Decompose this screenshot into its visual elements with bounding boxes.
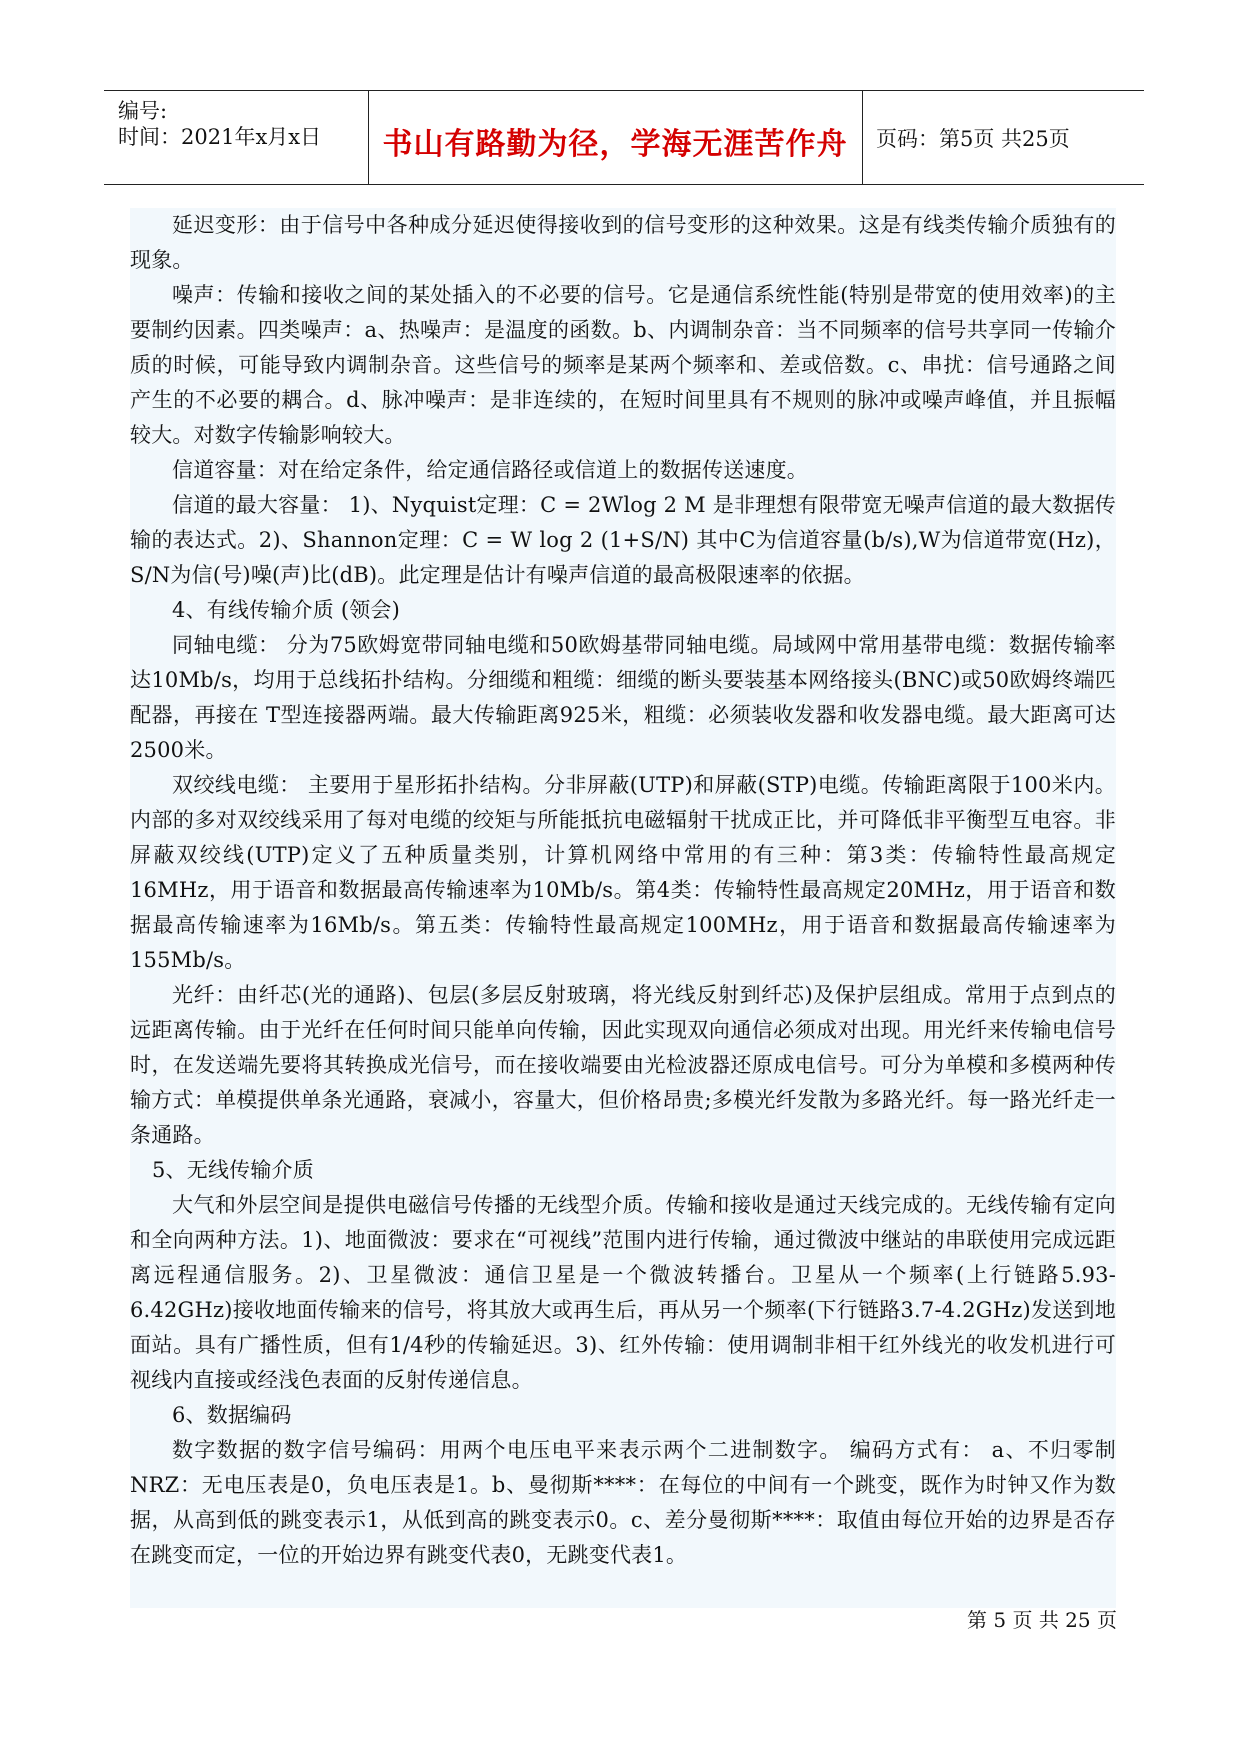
paragraph-twisted-pair: 双绞线电缆： 主要用于星形拓扑结构。分非屏蔽(UTP)和屏蔽(STP)电缆。传输距离限于100米内。内部的多对双绞线采用了每对电缆的绞矩与所能抵抗电磁辐射干扰成正比，并可降低非平衡型互电容。非屏蔽双绞线(UTP)定义了五种质量类别，计算机网络中常用的有三种：第3类：传输特性最高规定16MHz，用于语音和数据最高传输速率为10Mb/s。第4类：传输特性最高规定20MHz，用于语音和数据最高传输速率为16Mb/s。第五类：传输特性最高规定100MHz，用于语音和数据最高传输速率为155Mb/s。 (130, 773, 1116, 972)
paragraph-digital-encoding: 数字数据的数字信号编码：用两个电压电平来表示两个二进制数字。 编码方式有： a、不归零制NRZ：无电压表是0，负电压表是1。b、曼彻斯****：在每位的中间有一个跳变，既作为时钟又作为数据，从高到低的跳变表示1，从低到高的跳变表示0。c、差分曼彻斯****：取值由每位开始的边界是否存在跳变而定，一位的开始边界有跳变代表0，无跳变代表1。 (130, 1438, 1116, 1567)
header-page-info: 页码：第5页 共25页 (876, 127, 1070, 151)
paragraph-max-capacity: 信道的最大容量： 1)、Nyquist定理：C = 2Wlog 2 M 是非理想有限带宽无噪声信道的最大数据传输的表达式。2)、Shannon定理：C = W log 2 (1+S/N) 其中C为信道容量(b/s),W为信道带宽(Hz)，S/N为信(号)噪(声)比(dB)。此定理是估计有噪声信道的最高极限速率的依据。 (130, 493, 1116, 587)
section-heading-wireless-media: 5、无线传输介质 (152, 1158, 314, 1182)
section-heading-wired-media: 4、有线传输介质 (领会) (172, 598, 401, 622)
paragraph-delay-distortion: 延迟变形：由于信号中各种成分延迟使得接收到的信号变形的这种效果。这是有线类传输介质独有的现象。 (130, 213, 1116, 272)
document-body (130, 208, 1116, 1608)
paragraph-noise: 噪声：传输和接收之间的某处插入的不必要的信号。它是通信系统性能(特别是带宽的使用效率)的主要制约因素。四类噪声：a、热噪声：是温度的函数。b、内调制杂音：当不同频率的信号共享同一传输介质的时候，可能导致内调制杂音。这些信号的频率是某两个频率和、差或倍数。c、串扰：信号通路之间产生的不必要的耦合。d、脉冲噪声：是非连续的，在短时间里具有不规则的脉冲或噪声峰值，并且振幅较大。对数字传输影响较大。 (130, 283, 1116, 447)
document-number-label: 编号: (118, 99, 168, 123)
page-header (104, 90, 1144, 185)
paragraph-channel-capacity: 信道容量：对在给定条件，给定通信路径或信道上的数据传送速度。 (172, 458, 808, 482)
document-time-label: 时间：2021年x月x日 (118, 125, 322, 149)
page-footer: 第 5 页 共 25 页 (967, 1608, 1117, 1632)
paragraph-coaxial-cable: 同轴电缆： 分为75欧姆宽带同轴电缆和50欧姆基带同轴电缆。局域网中常用基带电缆：数据传输率达10Mb/s，均用于总线拓扑结构。分细缆和粗缆：细缆的断头要装基本网络接头(BNC)或50欧姆终端匹配器，再接在 T型连接器两端。最大传输距离925米，粗缆：必须装收发器和收发器电缆。最大距离可达2500米。 (130, 633, 1116, 762)
paragraph-wireless: 大气和外层空间是提供电磁信号传播的无线型介质。传输和接收是通过天线完成的。无线传输有定向和全向两种方法。1)、地面微波：要求在“可视线”范围内进行传输，通过微波中继站的串联使用完成远距离远程通信服务。2)、卫星微波：通信卫星是一个微波转播台。卫星从一个频率(上行链路5.93-6.42GHz)接收地面传输来的信号，将其放大或再生后，再从另一个频率(下行链路3.7-4.2GHz)发送到地面站。具有广播性质，但有1/4秒的传输延迟。3)、红外传输：使用调制非相干红外线光的收发机进行可视线内直接或经浅色表面的反射传递信息。 (130, 1193, 1116, 1392)
paragraph-optical-fiber: 光纤：由纤芯(光的通路)、包层(多层反射玻璃，将光线反射到纤芯)及保护层组成。常用于点到点的远距离传输。由于光纤在任何时间只能单向传输，因此实现双向通信必须成对出现。用光纤来传输电信号时，在发送端先要将其转换成光信号，而在接收端要由光检波器还原成电信号。可分为单模和多模两种传输方式：单模提供单条光通路，衰减小，容量大，但价格昂贵;多模光纤发散为多路光纤。每一路光纤走一条通路。 (130, 983, 1116, 1147)
header-meta-cell (104, 91, 369, 184)
header-motto: 书山有路勤为径，学海无涯苦作舟 (382, 127, 848, 162)
header-motto-cell (368, 91, 863, 184)
section-heading-data-encoding: 6、数据编码 (172, 1403, 292, 1427)
header-page-cell (862, 91, 1144, 184)
